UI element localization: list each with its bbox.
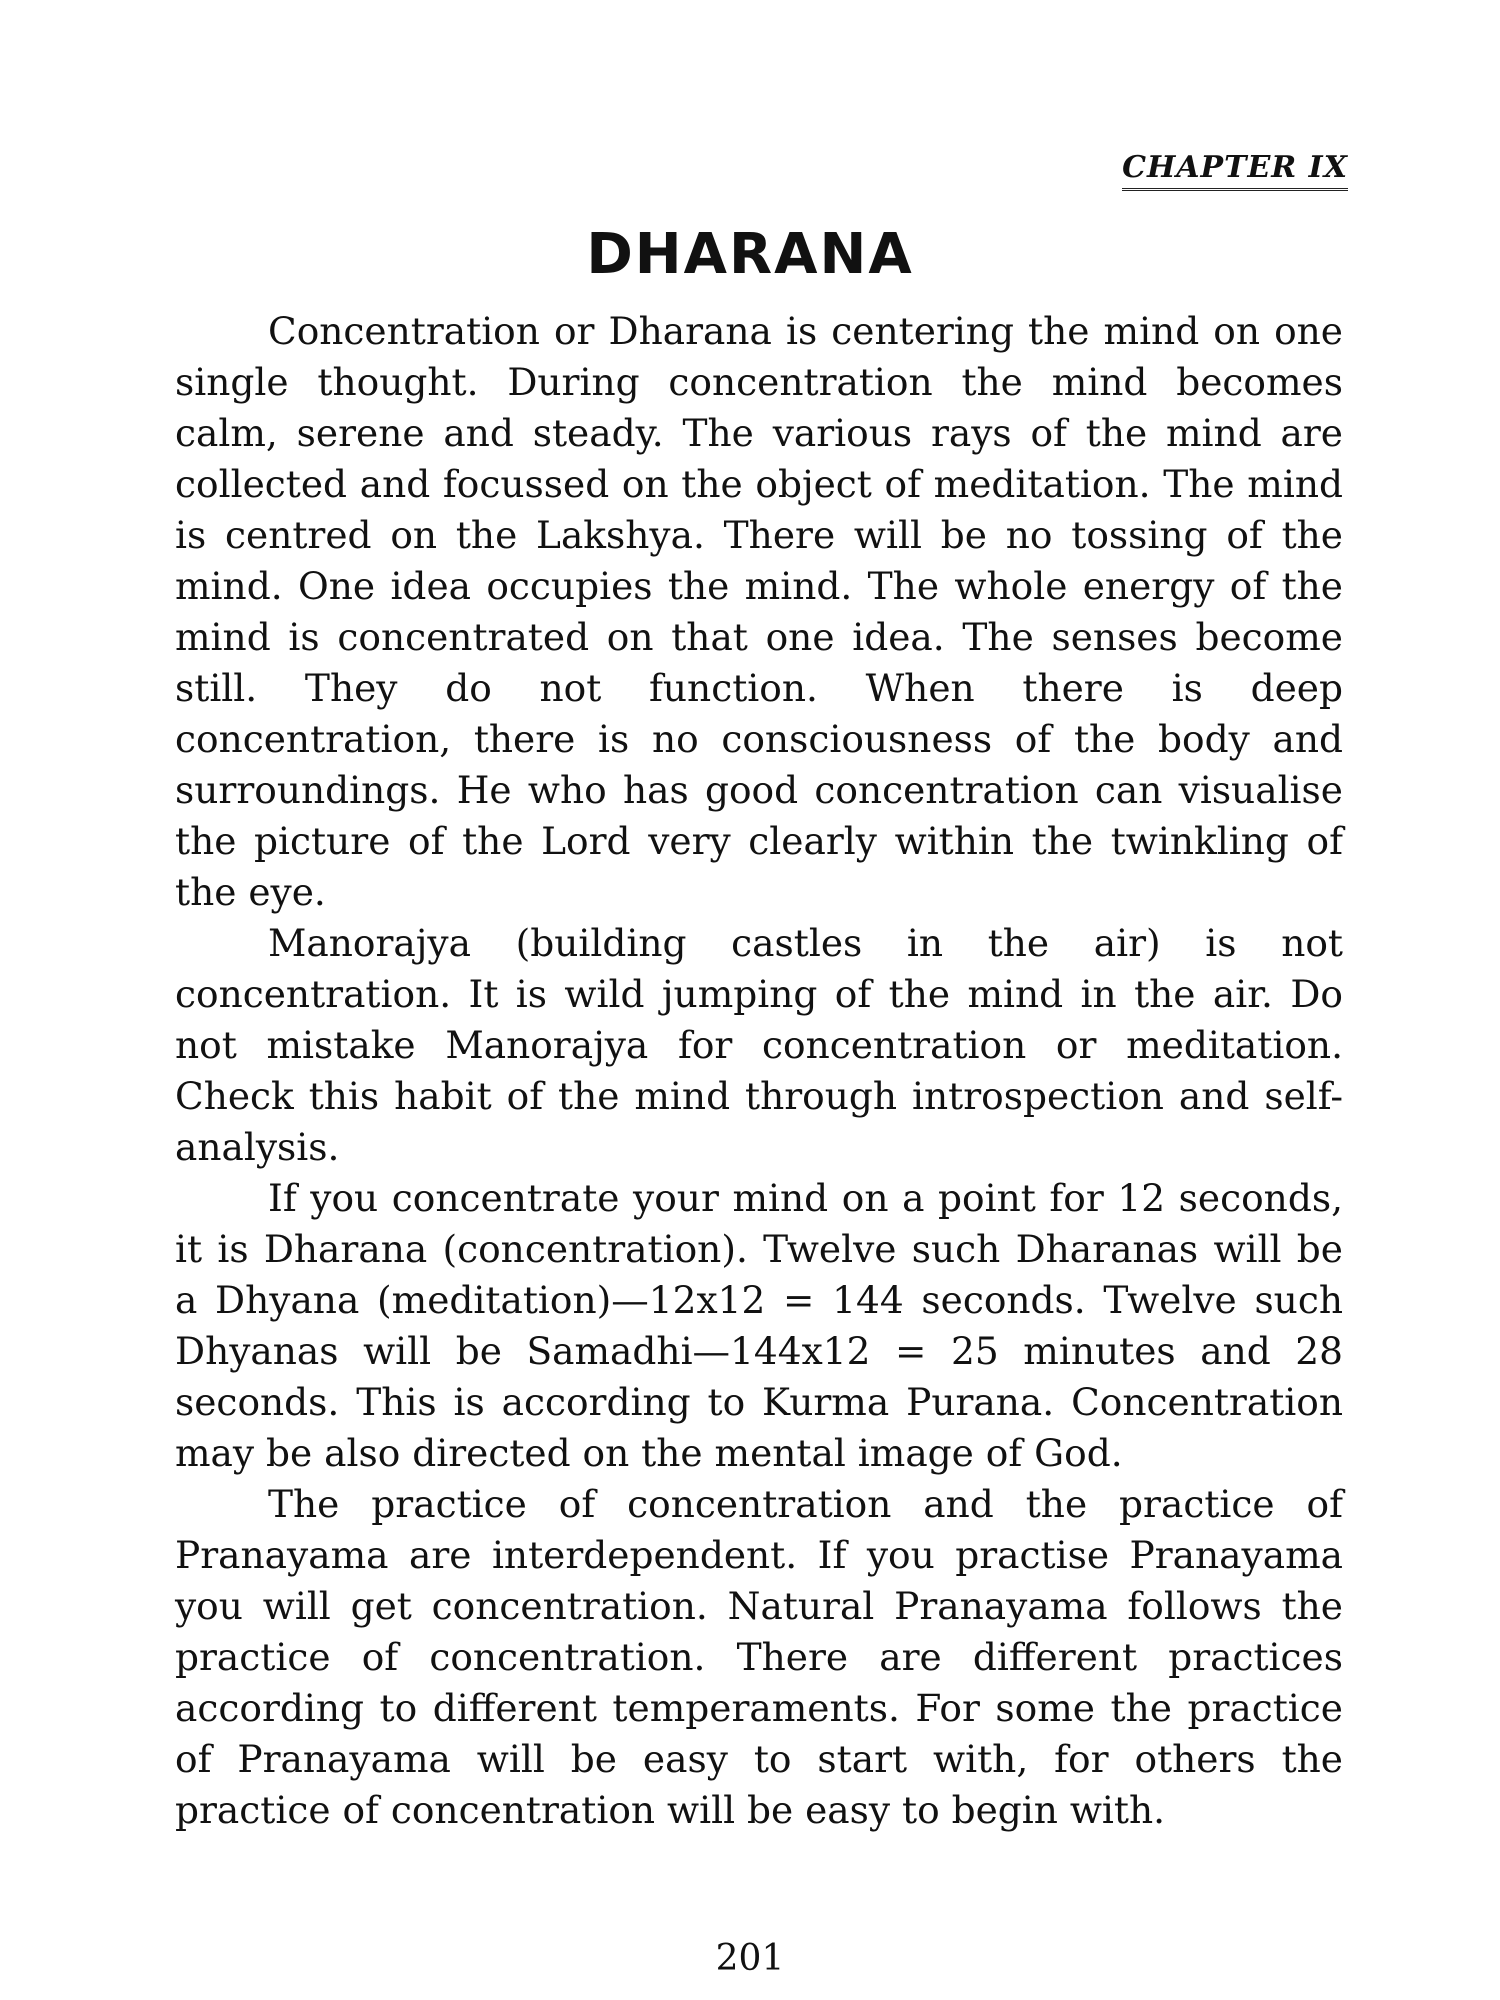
chapter-label: CHAPTER IX [1122, 150, 1348, 191]
paragraph-4: The practice of concentration and the practice of Pranayama are interdependent. If you practise Pranayama you will get concentration. Natural Pranayama follows the practice of concentration. There are different practices according to different temperaments. For some the practice of Pranayama will be easy to start with, for others the practice of concentration will be easy to begin with. [175, 1482, 1343, 1832]
page-title: DHARANA [586, 222, 914, 287]
paragraph-1: Concentration or Dharana is centering the mind on one single thought. During concentration the mind becomes calm, serene and steady. The various rays of the mind are collected and focussed on the object of meditation. The mind is centred on the Lakshya. There will be no tossing of the mind. One idea occupies the mind. The whole energy of the mind is concentrated on that one idea. The senses become still. They do not function. When there is deep concentration, there is no consciousness of the body and surroundings. He who has good concentration can visualise the picture of the Lord very clearly within the twinkling of the eye. [175, 309, 1343, 914]
page-number: 201 [715, 1938, 785, 1979]
paragraph-3: If you concentrate your mind on a point for 12 seconds, it is Dharana (concentration). Twelve such Dharanas will be a Dhyana (meditation)—12x12 = 144 seconds. Twelve such Dhyanas will be Samadhi—144x12 = 25 minutes and 28 seconds. This is according to Kurma Purana. Concentration may be also directed on the mental image of God. [175, 1176, 1343, 1475]
paragraph-2: Manorajya (building castles in the air) is not concentration. It is wild jumping of the mind in the air. Do not mistake Manorajya for concentration or meditation. Check this habit of the mind through introspection and self-analysis. [175, 921, 1343, 1169]
body-text [175, 306, 1343, 1836]
